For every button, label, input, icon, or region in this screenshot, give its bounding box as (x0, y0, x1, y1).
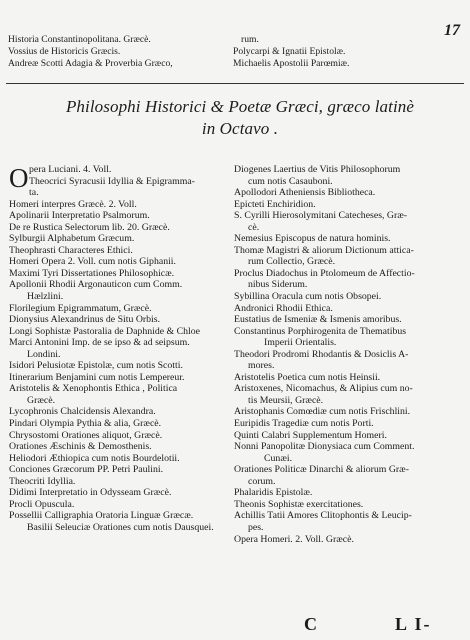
top-right-continuation (233, 34, 349, 71)
right-column-entry: Sybillina Oracula cum notis Obsopei. (234, 291, 382, 303)
right-column-entry: cum notis Casauboni. (248, 175, 333, 187)
left-column-entry: Conciones Græcorum PP. Petri Paulini. (9, 464, 164, 476)
right-column-entry: pes. (248, 521, 264, 533)
left-column-entry: Theophrasti Characteres Ethici. (9, 244, 133, 256)
left-column-entry: Sylburgii Alphabetum Græcum. (9, 233, 135, 245)
right-column-entry: Theonis Sophistæ exercitationes. (234, 498, 364, 510)
right-column-entry: Cunæi. (264, 452, 293, 464)
left-column-entry: Dionysius Alexandrinus de Situ Orbis. (9, 314, 161, 326)
page-number: 17 (444, 22, 460, 39)
left-column-entry: Homeri interpres Græcè. 2. Voll. (9, 198, 137, 210)
left-column-entry: Homeri Opera 2. Voll. cum notis Giphanii. (9, 256, 176, 268)
left-column-entry: Apollonii Rhodii Argonauticon cum Comm. (9, 279, 183, 291)
left-column-entry: Isidori Pelusiotæ Epistolæ, cum notis Scotti. (9, 360, 183, 372)
left-column-entry: Londini. (27, 348, 61, 360)
left-column-entry: Basilii Seleuciæ Orationes cum notis Dausquei. (27, 521, 214, 533)
right-column-entry: Epicteti Enchiridion. (234, 198, 316, 210)
left-column-entry: Marci Antonini Imp. de se ipso & ad seipsum. (9, 337, 190, 349)
left-column-entry: Possellii Calligraphia Oratoria Linguæ Græcæ. (9, 510, 194, 522)
right-column-entry: Aristoxenes, Nicomachus, & Alipius cum no- (234, 383, 413, 395)
right-column-entry: Apollodori Atheniensis Bibliotheca. (234, 187, 376, 199)
right-column-entry: Quinti Calabri Supplementum Homeri. (234, 429, 387, 441)
top-left-line: Andreæ Scotti Adagia & Proverbia Græco, (8, 58, 173, 70)
right-column-entry: Aristophanis Comœdiæ cum notis Frischlini. (234, 406, 411, 418)
top-right-line: Polycarpi & Ignatii Epistolæ. (233, 46, 346, 58)
left-column-entry: Apolinarii Interpretatio Psalmorum. (9, 210, 150, 222)
top-right-line: rum. (241, 34, 259, 45)
right-column-entry: Eustatius de Ismeniæ & Ismenis amoribus. (234, 314, 402, 326)
right-column-entry: Imperii Orientalis. (264, 337, 337, 349)
right-column-entry: Constantinus Porphirogenita de Thematibus (234, 325, 407, 337)
left-column-entry: De re Rustica Selectorum lib. 20. Græcè. (9, 221, 170, 233)
top-left-continuation (8, 34, 173, 71)
section-heading (50, 96, 430, 140)
top-right-line: Michaelis Apostolii Parœmiæ. (233, 58, 350, 70)
left-column-entry: Maximi Tyri Dissertationes Philosophicæ. (9, 267, 175, 279)
signature-mark: C (304, 614, 317, 634)
left-column-entry: Longi Sophistæ Pastoralia de Daphnide & Chloe (9, 325, 201, 337)
heading-line: in Octavo . (201, 119, 279, 138)
right-column-entry: nibus Siderum. (248, 279, 308, 291)
left-column-entry: Orationes Æschinis & Demosthenis. (9, 441, 152, 453)
right-column-entry: Opera Homeri. 2. Voll. Græcè. (234, 533, 354, 545)
left-column-entry: Græcè. (27, 394, 56, 406)
left-column-entry: pera Luciani. 4. Voll. (29, 164, 112, 175)
left-column-entry: Procli Opuscula. (9, 498, 75, 510)
right-column-entry: cè. (248, 221, 260, 233)
right-column-entry: S. Cyrilli Hierosolymitani Catecheses, Græ- (234, 210, 408, 222)
left-column-entry: Theocriti Idyllia. (9, 475, 76, 487)
right-column-entry: Nemesius Episcopus de natura hominis. (234, 233, 391, 245)
right-column-entry: tis Meursii, Græcè. (248, 394, 324, 406)
right-column-entry: Achillis Tatii Amores Clitophontis & Leucip- (234, 510, 412, 522)
catchword: L I- (395, 614, 432, 634)
left-column-entry: ta. (29, 187, 39, 199)
right-column-entry: rum Collectio, Græcè. (248, 256, 336, 268)
right-column-entry: corum. (248, 475, 276, 487)
left-column-entry: Chrysostomi Orationes aliquot, Græcè. (9, 429, 163, 441)
section-divider (6, 83, 464, 84)
left-column-entry: Pindari Olympia Pythia & alia, Græcè. (9, 418, 162, 430)
top-left-line: Vossius de Historicis Græcis. (8, 46, 121, 58)
left-column-entry: Itinerarium Benjamini cum notis Lempereur. (9, 371, 185, 383)
right-column-entry: Theodori Prodromi Rhodantis & Dosiclis A- (234, 348, 409, 360)
drop-capital: O (9, 163, 29, 193)
left-column-entry: Hælzlini. (27, 291, 64, 303)
right-column-entry: mores. (248, 360, 275, 372)
heading-line: Philosophi Historici & Poetæ Græci, græco latinè (65, 97, 415, 116)
left-column-entry: Florilegium Epigrammatum, Græcè. (9, 302, 152, 314)
left-column (9, 164, 231, 534)
right-column-entry: Euripidis Tragediæ cum notis Porti. (234, 418, 374, 430)
left-column-entry: Aristotelis & Xenophontis Ethica , Politica (9, 383, 178, 395)
right-column-entry: Proclus Diadochus in Ptolomeum de Affectio- (234, 267, 415, 279)
top-left-line: Historia Constantinopolitana. Græcè. (8, 34, 151, 45)
left-column-entry: Theocrici Syracusii Idyllia & Epigramma- (29, 175, 195, 187)
right-column-entry: Orationes Politicæ Dinarchi & aliorum Græ- (234, 464, 409, 476)
right-column-entry: Diogenes Laertius de Vitis Philosophorum (234, 164, 401, 175)
right-column (234, 164, 460, 545)
left-column-entry: Lycophronis Chalcidensis Alexandra. (9, 406, 156, 418)
right-column-entry: Andronici Rhodii Ethica. (234, 302, 333, 314)
right-column-entry: Thomæ Magistri & aliorum Dictionum attica- (234, 244, 414, 256)
right-column-entry: Phalaridis Epistolæ. (234, 487, 313, 499)
left-column-entry: Didimi Interpretatio in Odysseam Græcè. (9, 487, 172, 499)
right-column-entry: Nonni Panopolitæ Dionysiaca cum Comment. (234, 441, 415, 453)
left-column-entry: Heliodori Æthiopica cum notis Bourdelotii. (9, 452, 180, 464)
right-column-entry: Aristotelis Poetica cum notis Heinsii. (234, 371, 381, 383)
